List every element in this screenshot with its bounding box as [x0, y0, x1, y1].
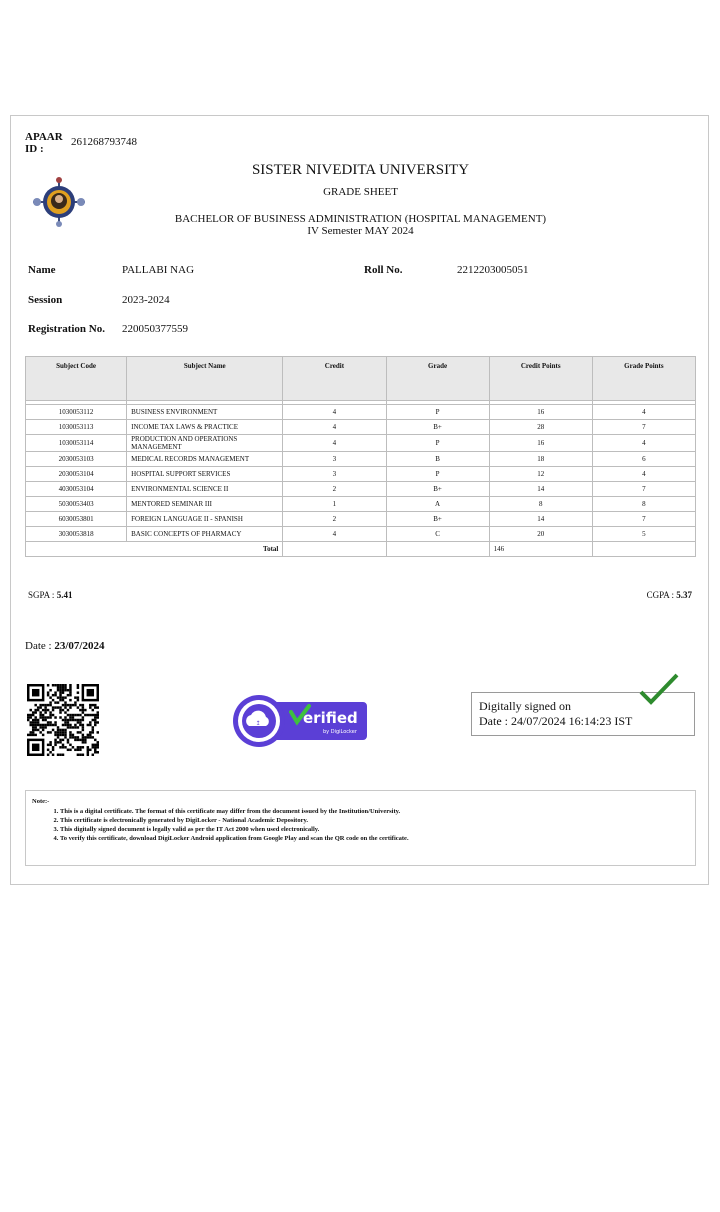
- credit-cell: 2: [283, 512, 386, 527]
- credit-cell: 1: [283, 497, 386, 512]
- col-credit-points: Credit Points: [489, 357, 592, 401]
- grade-cell: P: [386, 435, 489, 452]
- table-header-row: [26, 357, 696, 401]
- credit-cell: 3: [283, 452, 386, 467]
- subject-code-cell: 5030053403: [26, 497, 127, 512]
- grade-points-cell: 4: [592, 405, 695, 420]
- subject-name-cell: BASIC CONCEPTS OF PHARMACY: [127, 527, 283, 542]
- grade-cell: B+: [386, 512, 489, 527]
- note-item: 3. This digitally signed document is legally valid as per the IT Act 2000 when used electronically.: [60, 825, 409, 834]
- table-row: [26, 527, 696, 542]
- subject-name-cell: PRODUCTION AND OPERATIONS MANAGEMENT: [127, 435, 283, 452]
- credit-points-cell: 16: [489, 405, 592, 420]
- subject-code-cell: 3030053818: [26, 527, 127, 542]
- grade-points-cell: 4: [592, 467, 695, 482]
- table-row: [26, 497, 696, 512]
- credit-points-cell: 18: [489, 452, 592, 467]
- notes-title: Note:-: [32, 798, 50, 805]
- subject-name-cell: INCOME TAX LAWS & PRACTICE: [127, 420, 283, 435]
- credit-points-cell: 12: [489, 467, 592, 482]
- session-label: Session: [28, 294, 63, 306]
- grade-points-cell: 7: [592, 512, 695, 527]
- program-name: BACHELOR OF BUSINESS ADMINISTRATION (HOSPITAL MANAGEMENT): [174, 213, 547, 225]
- subject-name-cell: MEDICAL RECORDS MANAGEMENT: [127, 452, 283, 467]
- grade-cell: P: [386, 467, 489, 482]
- total-grade-cell: [386, 542, 489, 557]
- credit-points-cell: 14: [489, 482, 592, 497]
- table-row: [26, 482, 696, 497]
- table-row: [26, 405, 696, 420]
- subject-code-cell: 2030053104: [26, 467, 127, 482]
- roll-label: Roll No.: [364, 264, 403, 276]
- credit-cell: 3: [283, 467, 386, 482]
- grade-points-cell: 5: [592, 527, 695, 542]
- credit-cell: 4: [283, 420, 386, 435]
- student-name: PALLABI NAG: [122, 264, 195, 276]
- digilocker-verified-badge: [233, 692, 367, 750]
- qr-code-icon[interactable]: [27, 684, 99, 756]
- cgpa-value: 5.37: [676, 590, 692, 600]
- apaar-id: 261268793748: [71, 136, 137, 148]
- col-grade: Grade: [386, 357, 489, 401]
- subject-code-cell: 4030053104: [26, 482, 127, 497]
- session-value: 2023-2024: [122, 294, 170, 306]
- col-subject-code: Subject Code: [26, 357, 127, 401]
- total-credit-points: 146: [489, 542, 592, 557]
- sgpa: [28, 590, 72, 600]
- cgpa-label: CGPA :: [646, 590, 674, 600]
- date-value: 23/07/2024: [54, 640, 105, 652]
- registration-number: 220050377559: [122, 323, 188, 335]
- total-credit-cell: [283, 542, 386, 557]
- credit-points-cell: 14: [489, 512, 592, 527]
- notes-box: [25, 790, 696, 866]
- date-label: Date :: [25, 640, 52, 652]
- sgpa-value: 5.41: [56, 590, 73, 600]
- sheet-title: GRADE SHEET: [323, 186, 398, 198]
- subject-name-cell: ENVIRONMENTAL SCIENCE II: [127, 482, 283, 497]
- name-label: Name: [28, 264, 56, 276]
- badge-subtext: by DigiLocker: [323, 729, 357, 735]
- grade-cell: A: [386, 497, 489, 512]
- credit-cell: 4: [283, 405, 386, 420]
- grade-sheet: [10, 115, 709, 885]
- note-item: 4. To verify this certificate, download DigiLocker Android application from Google Play and scan the QR code on the certificate.: [60, 834, 409, 843]
- issue-date: [25, 640, 104, 652]
- credit-cell: 4: [283, 527, 386, 542]
- table-row: [26, 512, 696, 527]
- grade-points-cell: 8: [592, 497, 695, 512]
- grade-cell: C: [386, 527, 489, 542]
- cgpa: [647, 590, 692, 600]
- subject-code-cell: 1030053114: [26, 435, 127, 452]
- credit-points-cell: 8: [489, 497, 592, 512]
- total-row: [26, 542, 696, 557]
- registration-label: Registration No.: [28, 323, 105, 335]
- checkmark-icon: [639, 672, 679, 706]
- subject-name-cell: BUSINESS ENVIRONMENT: [127, 405, 283, 420]
- grade-points-cell: 4: [592, 435, 695, 452]
- col-credit: Credit: [283, 357, 386, 401]
- col-grade-points: Grade Points: [592, 357, 695, 401]
- note-item: 2. This certificate is electronically generated by DigiLocker - National Academic Depository.: [60, 816, 409, 825]
- table-row: [26, 452, 696, 467]
- subject-name-cell: FOREIGN LANGUAGE II - SPANISH: [127, 512, 283, 527]
- table-row: [26, 467, 696, 482]
- semester: IV Semester MAY 2024: [307, 225, 414, 237]
- notes-list: [48, 807, 409, 843]
- credit-points-cell: 28: [489, 420, 592, 435]
- grade-cell: B+: [386, 420, 489, 435]
- col-subject-name: Subject Name: [127, 357, 283, 401]
- credit-cell: 2: [283, 482, 386, 497]
- subject-name-cell: HOSPITAL SUPPORT SERVICES: [127, 467, 283, 482]
- grade-points-cell: 7: [592, 420, 695, 435]
- subject-name-cell: MENTORED SEMINAR III: [127, 497, 283, 512]
- total-grade-points-cell: [592, 542, 695, 557]
- sgpa-label: SGPA :: [28, 590, 55, 600]
- roll-number: 2212203005051: [457, 264, 529, 276]
- note-item: 1. This is a digital certificate. The format of this certificate may differ from the document issued by the Institution/University.: [60, 807, 409, 816]
- table-row: [26, 435, 696, 452]
- apaar-label: APAAR ID :: [25, 131, 63, 155]
- grade-cell: P: [386, 405, 489, 420]
- total-label: Total: [26, 542, 283, 557]
- credit-cell: 4: [283, 435, 386, 452]
- subject-code-cell: 1030053112: [26, 405, 127, 420]
- subject-code-cell: 2030053103: [26, 452, 127, 467]
- credit-points-cell: 20: [489, 527, 592, 542]
- subject-code-cell: 1030053113: [26, 420, 127, 435]
- credit-points-cell: 16: [489, 435, 592, 452]
- subject-code-cell: 6030053801: [26, 512, 127, 527]
- program-block: [11, 213, 710, 237]
- grade-cell: B+: [386, 482, 489, 497]
- grade-points-cell: 7: [592, 482, 695, 497]
- svg-text:↥: ↥: [255, 720, 261, 727]
- grade-points-cell: 6: [592, 452, 695, 467]
- table-row: [26, 420, 696, 435]
- grades-table: [25, 356, 696, 557]
- grade-cell: B: [386, 452, 489, 467]
- signed-line-2: Date : 24/07/2024 16:14:23 IST: [479, 714, 633, 728]
- badge-text: erified: [303, 709, 358, 727]
- university-name: SISTER NIVEDITA UNIVERSITY: [251, 162, 470, 178]
- signed-line-1: Digitally signed on: [479, 699, 571, 713]
